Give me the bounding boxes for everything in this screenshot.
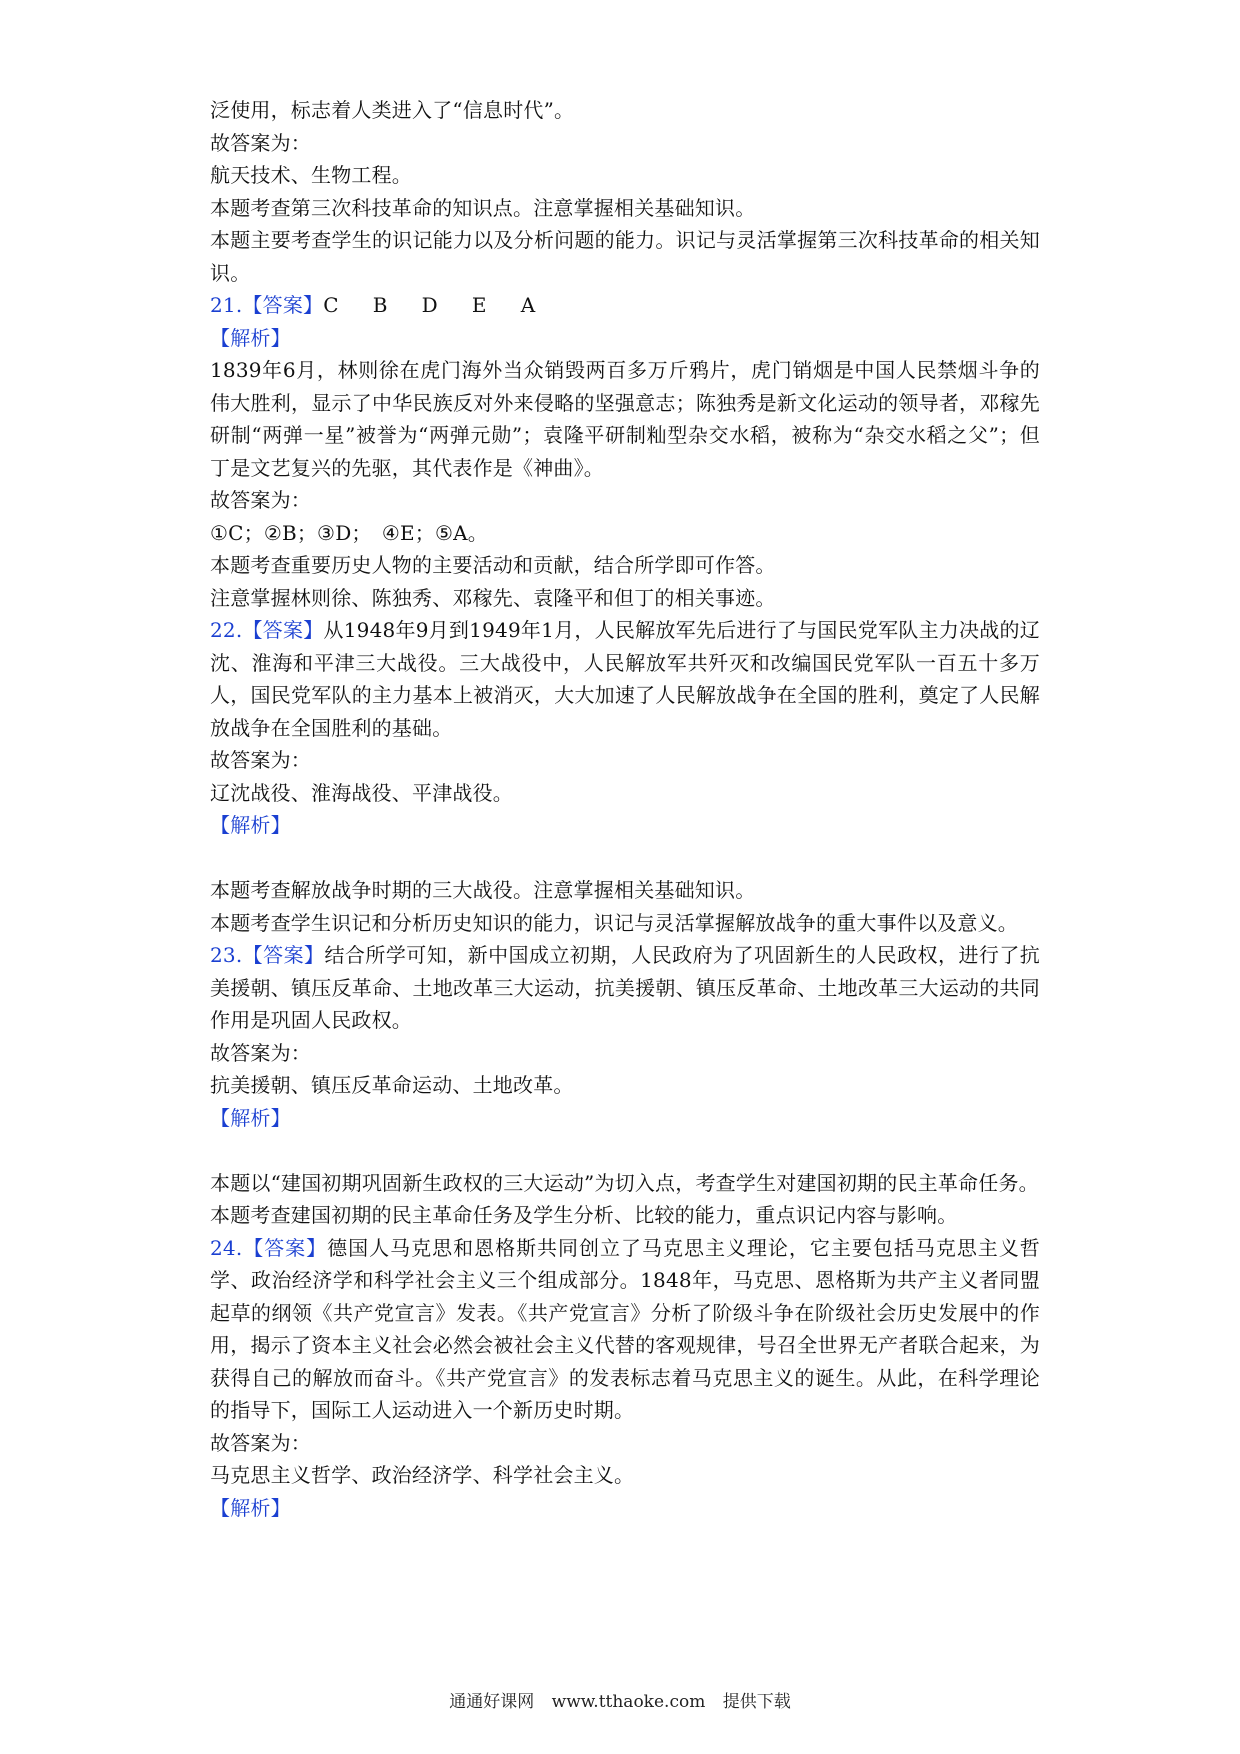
answer-text: 辽沈战役、淮海战役、平津战役。 bbox=[210, 780, 513, 805]
answer-letter: B bbox=[372, 293, 388, 317]
answer-letter: E bbox=[471, 293, 487, 317]
answer-intro: 故答案为： bbox=[210, 130, 311, 155]
question-number: 22. bbox=[210, 618, 243, 642]
answer-text: 航天技术、生物工程。 bbox=[210, 163, 412, 187]
footer-url[interactable]: www.tthaoke.com bbox=[551, 1692, 706, 1712]
blank-line bbox=[210, 842, 1040, 875]
answer-letter: C bbox=[323, 293, 339, 317]
note: 本题考查学生识记和分析历史知识的能力，识记与灵活掌握解放战争的重大事件以及意义。 bbox=[210, 910, 1018, 935]
answer-intro: 故答案为： bbox=[210, 1430, 311, 1455]
question-21-answer bbox=[210, 289, 1040, 322]
answer-intro: 故答案为： bbox=[210, 748, 311, 772]
note: 本题主要考查学生的识记能力以及分析问题的能力。识记与灵活掌握第三次科技革命的相关知识。 bbox=[210, 228, 1040, 285]
answer-tag: 【答案】 bbox=[242, 1235, 328, 1260]
answer-body: 德国人马克思和恩格斯共同创立了马克思主义理论，它主要包括马克思主义哲学、政治经济学和科学社会主义三个组成部分。1848年，马克思、恩格斯为共产主义者同盟起草的纲领《共产党宣言》发表。《共产党宣言》分析了阶级斗争在阶级社会历史发展中的作用，揭示了资本主义社会必然会被社会主义代替的客观规律，号召全世界无产者联合起来，为获得自己的解放而奋斗。《共产党宣言》的发表标志着马克思主义的诞生。从此，在科学理论的指导下，国际工人运动进入一个新历史时期。 bbox=[210, 1235, 1040, 1422]
question-number: 21. bbox=[210, 293, 243, 317]
analysis-tag: 【解析】 bbox=[210, 1495, 291, 1520]
question-24-answer bbox=[210, 1232, 1040, 1427]
answer-text: 抗美援朝、镇压反革命运动、土地改革。 bbox=[210, 1073, 574, 1097]
analysis-tag: 【解析】 bbox=[210, 325, 291, 350]
document-page bbox=[210, 94, 1040, 1524]
answer-body: 从1948年9月到1949年1月，人民解放军先后进行了与国民党军队主力决战的辽沈、淮海和平津三大战役。三大战役中，人民解放军共歼灭和改编国民党军队一百五十多万人，国民党军队的主力基本上被消灭，大大加速了人民解放战争在全国的胜利，奠定了人民解放战争在全国胜利的基础。 bbox=[210, 618, 1041, 740]
note: 本题考查重要历史人物的主要活动和贡献，结合所学即可作答。 bbox=[210, 553, 776, 577]
analysis-tag: 【解析】 bbox=[210, 1105, 291, 1130]
answer-body: 结合所学可知，新中国成立初期，人民政府为了巩固新生的人民政权，进行了抗美援朝、镇压反革命、土地改革三大运动，抗美援朝、镇压反革命、土地改革三大运动的共同作用是巩固人民政权。 bbox=[210, 943, 1040, 1032]
footer-suffix: 提供下载 bbox=[722, 1692, 791, 1712]
blank-line bbox=[210, 1134, 1040, 1167]
answer-tag: 【答案】 bbox=[242, 618, 324, 642]
question-number: 24. bbox=[210, 1235, 243, 1260]
question-number: 23. bbox=[210, 943, 243, 967]
analysis-text: 1839年6月，林则徐在虎门海外当众销毁两百多万斤鸦片，虎门销烟是中国人民禁烟斗争的伟大胜利，显示了中华民族反对外来侵略的坚强意志；陈独秀是新文化运动的领导者，邓稼先研制“两弹一星”被誉为“两弹元勋”；袁隆平研制籼型杂交水稻，被称为“杂交水稻之父”；但丁是文艺复兴的先驱，其代表作是《神曲》。 bbox=[210, 358, 1040, 480]
question-22-answer bbox=[210, 614, 1040, 744]
page-footer bbox=[0, 1687, 1240, 1712]
answer-letter: A bbox=[520, 293, 536, 317]
intro-line: 泛使用，标志着人类进入了“信息时代”。 bbox=[210, 98, 575, 122]
answer-letter: D bbox=[421, 293, 438, 317]
answer-tag: 【答案】 bbox=[242, 293, 324, 317]
note: 本题考查建国初期的民主革命任务及学生分析、比较的能力，重点识记内容与影响。 bbox=[210, 1203, 958, 1227]
question-23-answer bbox=[210, 939, 1040, 1037]
note: 注意掌握林则徐、陈独秀、邓稼先、袁隆平和但丁的相关事迹。 bbox=[210, 585, 776, 610]
note: 本题以“建国初期巩固新生政权的三大运动”为切入点，考查学生对建国初期的民主革命任务。 bbox=[210, 1170, 1039, 1195]
analysis-tag: 【解析】 bbox=[210, 813, 291, 837]
answer-text: 马克思主义哲学、政治经济学、科学社会主义。 bbox=[210, 1463, 635, 1487]
footer-site-name: 通通好课网 bbox=[449, 1692, 535, 1712]
answer-intro: 故答案为： bbox=[210, 488, 311, 512]
note: 本题考查第三次科技革命的知识点。注意掌握相关基础知识。 bbox=[210, 195, 756, 220]
note: 本题考查解放战争时期的三大战役。注意掌握相关基础知识。 bbox=[210, 878, 756, 902]
answer-intro: 故答案为： bbox=[210, 1040, 311, 1065]
answer-tag: 【答案】 bbox=[242, 943, 325, 967]
answer-text: ①C；②B；③D； ④E；⑤A。 bbox=[210, 520, 488, 545]
